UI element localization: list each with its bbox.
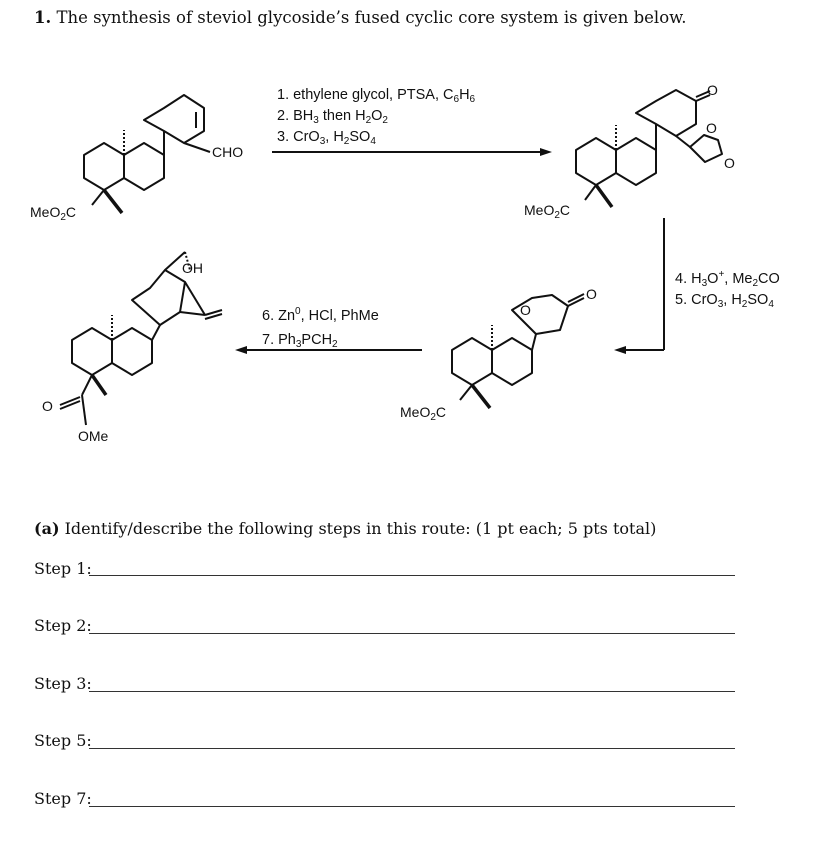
step-1-label: Step 1: <box>34 559 92 578</box>
step-2-answer-line[interactable] <box>89 633 735 634</box>
ketal-ketone-structure <box>576 90 722 207</box>
step-2-label: Step 2: <box>34 616 92 635</box>
part-a-text: Identify/describe the following steps in this route: (1 pt each; 5 pts total) <box>64 519 657 538</box>
ketone-o-label-2: O <box>586 286 597 302</box>
meo2c-label-3: MeO$_2$C <box>400 404 447 423</box>
step-5-answer-line[interactable] <box>89 748 735 749</box>
question-text: The synthesis of steviol glycoside’s fused cyclic core system is given below. <box>56 8 687 27</box>
part-a-prompt <box>34 519 656 538</box>
ketone-o-label-1: O <box>707 82 718 98</box>
ome-label: OMe <box>78 428 109 444</box>
diketone-structure <box>452 294 584 408</box>
meo2c-label-2: MeO$_2$C <box>524 202 571 221</box>
starting-material-structure <box>84 95 210 213</box>
step-3-label: Step 3: <box>34 674 92 693</box>
part-a-label: (a) <box>34 519 60 538</box>
reagents-steps-4-5: 4. $H_3O^+$, $Me_2CO$ 5. CrO$_3$, $H_2SO_4$ <box>675 269 780 310</box>
reagents-steps-1-3: 1. ethylene glycol, PTSA, $C_6H_6$ 2. $BH_3$ then $H_2O_2$ 3. CrO$_3$, $H_2SO_4$ <box>277 87 476 147</box>
step-7-answer-line[interactable] <box>89 806 735 807</box>
final-product-structure <box>60 252 222 425</box>
meo2c-label-1: MeO$_2$C <box>30 204 77 223</box>
ketal-o-label-1: O <box>706 120 717 136</box>
cho-label: CHO <box>212 144 244 160</box>
carbonyl-o-label: O <box>42 398 53 414</box>
reagents-steps-6-7: 6. Zn$^0$, HCl, PhMe 7. $Ph_3PCH_2$ <box>262 306 379 350</box>
ketal-o-label-2: O <box>724 155 735 171</box>
oh-label: OH <box>182 260 203 276</box>
step-7-label: Step 7: <box>34 789 92 808</box>
step-3-answer-line[interactable] <box>89 691 735 692</box>
question-number: 1. <box>34 8 52 27</box>
step-5-label: Step 5: <box>34 731 92 750</box>
step-1-answer-line[interactable] <box>89 575 735 576</box>
bridge-o-label: O <box>520 302 531 318</box>
